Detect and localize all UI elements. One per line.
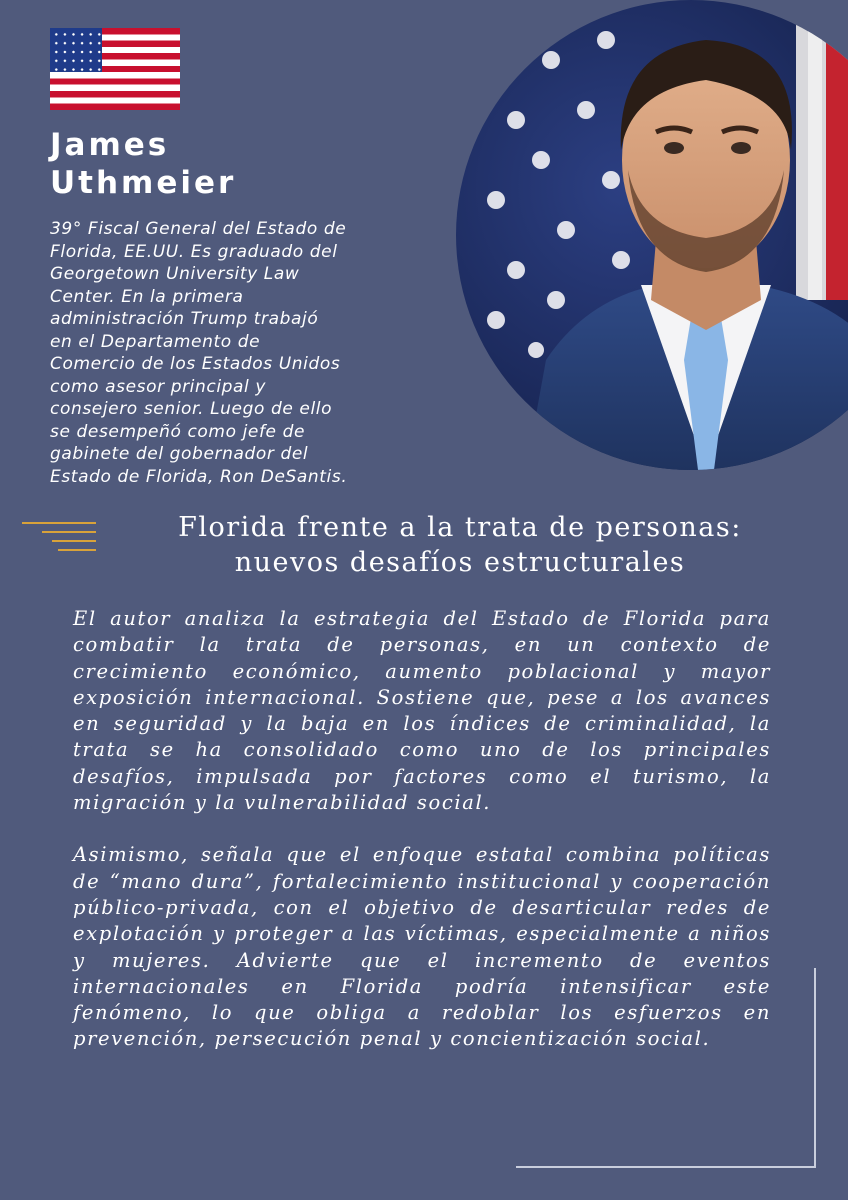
us-flag-icon xyxy=(50,28,180,110)
author-portrait xyxy=(456,0,848,470)
author-bio: 39° Fiscal General del Estado de Florida, EE.UU. Es graduado del Georgetown University Law Center. En la primera administración Trump trabajó en el Departamento de Comercio de los Estados Unidos como asesor principal y consejero senior. Luego de ello se desempeñó como jefe de gabinete del gobernador del Estado de Florida, Ron DeSantis. xyxy=(50,219,348,487)
article-title-line1: Florida frente a la trata de personas: xyxy=(178,512,742,543)
portrait-photo xyxy=(456,0,848,470)
article-title-line2: nuevos desafíos estructurales xyxy=(234,547,686,578)
gold-lines-decoration xyxy=(22,520,98,552)
abstract-paragraph-1: El autor analiza la estrategia del Estado de Florida para combatir la trata de personas, en un contexto de crecimiento económico, aumento poblacional y mayor exposición internacional. Sostiene que, pese a los avances en seguridad y la baja en los índices de criminalidad, la trata se ha consolidado como uno de los principales desafíos, impulsada por factores como el turismo, la migración y la vulnerabilidad social. xyxy=(73,607,771,815)
abstract-paragraph-2: Asimismo, señala que el enfoque estatal combina políticas de “mano dura”, fortalecimiento institucional y cooperación público-privada, con el objetivo de desarticular redes de explotación y proteger a las víctimas, especialmente a niños y mujeres. Advierte que el incremento de eventos internacionales en Florida podría intensificar este fenómeno, lo que obliga a redoblar los esfuerzos en prevención, persecución penal y concientización social. xyxy=(73,843,771,1051)
article-title xyxy=(110,510,810,580)
article-abstract xyxy=(73,606,771,1079)
author-name xyxy=(50,126,350,202)
author-last-name: Uthmeier xyxy=(50,165,237,201)
corner-frame-vertical xyxy=(814,968,816,1166)
author-first-name: James xyxy=(50,127,170,163)
corner-frame-horizontal xyxy=(516,1166,816,1168)
